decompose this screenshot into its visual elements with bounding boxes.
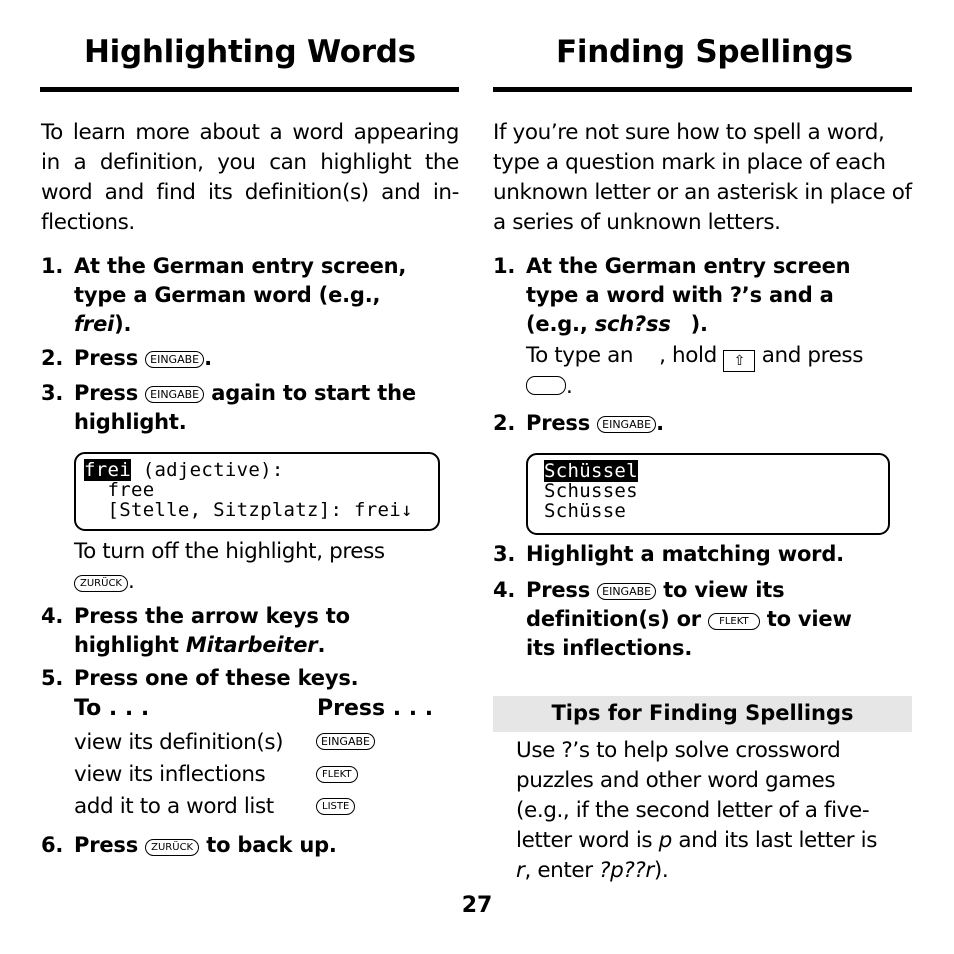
tips-text: , enter [524, 858, 593, 883]
tips-text: and its last letter is [678, 828, 878, 853]
step-text: . [656, 411, 664, 435]
screen-line: [Stelle, Sitzplatz]: frei↓ [84, 499, 413, 521]
step-number: 2. [41, 346, 64, 370]
highlighted-word: frei [84, 459, 131, 481]
note-text: To turn off the highlight, press [74, 539, 385, 564]
step-number: 3. [493, 542, 516, 566]
hint-text: To type an [526, 343, 634, 368]
step-number: 1. [41, 254, 64, 278]
flekt-key-icon: FLEKT [708, 613, 760, 630]
step-number: 4. [41, 604, 64, 628]
screen-line: Schüsse [544, 500, 627, 522]
step-text: . [317, 633, 326, 657]
tips-text: puzzles and other word games [516, 768, 836, 793]
note-text: . [127, 569, 135, 594]
step-number: 2. [493, 411, 516, 435]
step-text: to view [766, 607, 852, 631]
blank-key-icon [526, 376, 566, 395]
step-text: Press [74, 381, 138, 405]
step-text: Press [526, 578, 590, 602]
device-screen-spellings [526, 453, 890, 535]
step-text: Press one of these keys. [74, 666, 359, 690]
eingabe-key-icon: EINGABE [597, 416, 656, 433]
example-word: frei [74, 312, 115, 336]
tips-heading: Tips for Finding Spellings [493, 696, 912, 732]
right-intro: If you’re not sure how to spell a word, type a question mark in place of each unknown letter or an asterisk in place of a series of unknown letters. [493, 120, 912, 235]
step-number: 4. [493, 578, 516, 602]
key-table-row-label: view its definition(s) [74, 730, 284, 755]
shift-key-icon: ⇧ [723, 350, 755, 372]
step-text: to view its [663, 578, 785, 602]
left-title-rule [40, 87, 459, 92]
tips-text: Use ?’s to help solve crossword [516, 738, 841, 763]
eingabe-key-icon: EINGABE [145, 351, 204, 368]
left-step-2 [41, 344, 461, 374]
zuruck-key-icon: ZURÜCK [74, 575, 128, 592]
key-table-row-label: view its inflections [74, 762, 266, 787]
right-step-4 [493, 576, 913, 666]
tips-text: (e.g., if the second letter of a five- [516, 798, 870, 823]
step-text: definition(s) or [526, 607, 701, 631]
screen-line: frei (adjective): [84, 459, 284, 481]
step-text: At the German entry screen [526, 254, 851, 278]
zuruck-key-icon: ZURÜCK [145, 839, 199, 856]
liste-key-icon: LISTE [316, 798, 355, 815]
step-number: 1. [493, 254, 516, 278]
tips-text: ). [653, 858, 669, 883]
step-text: ). [114, 312, 132, 336]
left-step-5 [41, 664, 461, 694]
example-letter: r [516, 858, 525, 883]
step-text: At the German entry screen, [74, 254, 407, 278]
hint-text: , hold [659, 343, 717, 368]
screen-line: Schusses [544, 480, 638, 502]
example-letter: p [658, 828, 672, 853]
right-step-1 [493, 252, 913, 342]
key-table-row-label: add it to a word list [74, 794, 274, 819]
step-text: highlight [74, 633, 179, 657]
step-text: . [204, 346, 212, 370]
step-text: highlight. [74, 410, 187, 434]
tips-text: letter word is [516, 828, 653, 853]
type-hint [526, 341, 916, 402]
turn-off-note [74, 537, 454, 597]
screen-line: free [84, 479, 155, 501]
right-step-3 [493, 540, 913, 570]
example-word: Mitarbeiter [185, 633, 318, 657]
step-text: ). [690, 312, 708, 336]
key-table-header-to: To . . . [74, 696, 150, 721]
left-step-1 [41, 252, 461, 342]
step-text: type a German word (e.g., [74, 283, 381, 307]
page-number: 27 [461, 893, 493, 918]
step-number: 6. [41, 833, 64, 857]
device-screen-highlight [74, 452, 440, 531]
flekt-key-icon: FLEKT [316, 766, 358, 783]
key-table [74, 694, 464, 829]
key-table-header-press: Press . . . [317, 696, 434, 721]
step-text: again to start the [211, 381, 416, 405]
left-step-6 [41, 831, 461, 861]
step-text: Press [74, 833, 138, 857]
eingabe-key-icon: EINGABE [145, 386, 204, 403]
step-text: Press [526, 411, 590, 435]
step-number: 5. [41, 666, 64, 690]
step-text: Press [74, 346, 138, 370]
right-title-rule [493, 87, 912, 92]
right-title: Finding Spellings [556, 34, 853, 70]
step-text: its inflections. [526, 636, 693, 660]
step-text: Press the arrow keys to [74, 604, 350, 628]
tips-body [516, 736, 916, 886]
hint-text: and press [761, 343, 864, 368]
left-intro: To learn more about a word appearing in a definition, you can highlight the word and find its definition(s) and in-flections. [41, 120, 459, 235]
eingabe-key-icon: EINGABE [597, 583, 656, 600]
step-text: to back up. [206, 833, 337, 857]
left-title: Highlighting Words [84, 34, 416, 70]
right-step-2 [493, 409, 913, 439]
step-number: 3. [41, 381, 64, 405]
example-word: sch?ss [594, 312, 671, 336]
left-step-4 [41, 602, 461, 662]
step-text: Highlight a matching word. [526, 542, 844, 566]
step-text: type a word with ?’s and a [526, 283, 834, 307]
left-step-3 [41, 379, 461, 439]
example-pattern: ?p??r [599, 858, 654, 883]
step-text: (e.g., [526, 312, 588, 336]
highlighted-word: Schüssel [544, 460, 638, 482]
eingabe-key-icon: EINGABE [316, 733, 375, 750]
hint-text: . [566, 374, 573, 399]
